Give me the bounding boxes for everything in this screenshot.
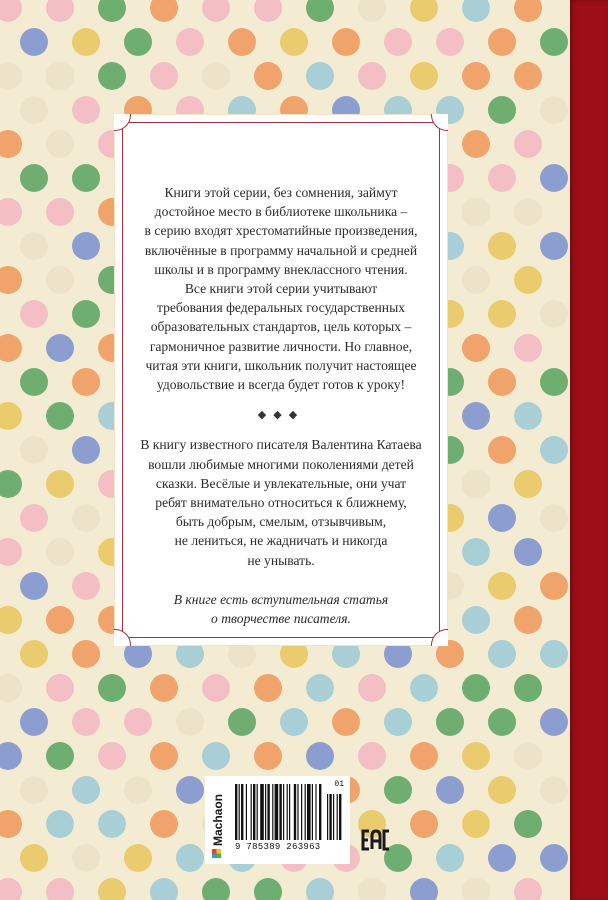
polka-dot (488, 164, 516, 192)
polka-dot (488, 368, 516, 396)
polka-dot (514, 334, 542, 362)
polka-dot (0, 62, 22, 90)
polka-dot (540, 504, 568, 532)
polka-dot (488, 504, 516, 532)
polka-dot (20, 844, 48, 872)
polka-dot (514, 470, 542, 498)
polka-dot (488, 776, 516, 804)
polka-dot (202, 0, 230, 22)
polka-dot (462, 266, 490, 294)
polka-dot (20, 436, 48, 464)
polka-dot (20, 96, 48, 124)
polka-dot (46, 810, 74, 838)
polka-dot (20, 368, 48, 396)
polka-dot (98, 810, 126, 838)
polka-dot (202, 742, 230, 770)
publisher-mark-icon (212, 849, 221, 858)
polka-dot (488, 96, 516, 124)
polka-dot (462, 402, 490, 430)
polka-dot (254, 878, 282, 900)
polka-dot (46, 266, 74, 294)
barcode-addon: 01 (334, 780, 344, 789)
polka-dot (514, 674, 542, 702)
polka-dot (462, 470, 490, 498)
polka-dot (254, 674, 282, 702)
polka-dot (46, 878, 74, 900)
polka-dot (98, 674, 126, 702)
polka-dot (410, 62, 438, 90)
text-line: включённые в программу начальной и средней (144, 242, 418, 258)
polka-dot (540, 164, 568, 192)
text-line: не унывать. (247, 552, 315, 568)
polka-dot (20, 640, 48, 668)
barcode-addon-bar (339, 794, 341, 840)
barcode-bar (241, 784, 243, 840)
eac-certification-mark (361, 828, 391, 852)
polka-dot (20, 232, 48, 260)
barcode-bar (289, 784, 290, 840)
polka-dot (72, 776, 100, 804)
barcode-label (205, 776, 350, 864)
series-description (115, 183, 447, 394)
polka-dot (358, 674, 386, 702)
polka-dot (358, 62, 386, 90)
text-line: ребят внимательно относиться к ближнему, (155, 495, 407, 511)
barcode-bar (246, 784, 247, 840)
text-line: быть добрым, смелым, отзывчивым, (175, 514, 387, 530)
text-line: читая эти книги, школьник получит настоящее (145, 357, 417, 373)
polka-dot (20, 572, 48, 600)
polka-dot (46, 538, 74, 566)
barcode-addon-bar (329, 794, 331, 840)
polka-dot (514, 198, 542, 226)
polka-dot (98, 0, 126, 22)
polka-dot (410, 674, 438, 702)
polka-dot (462, 334, 490, 362)
polka-dot (46, 742, 74, 770)
book-spine-edge (570, 0, 608, 900)
barcode-bar (253, 784, 255, 840)
polka-dot (514, 606, 542, 634)
polka-dot (124, 844, 152, 872)
polka-dot (462, 130, 490, 158)
polka-dot (0, 538, 22, 566)
barcode-bar (235, 784, 237, 840)
polka-dot (72, 368, 100, 396)
polka-dot (488, 436, 516, 464)
polka-dot (72, 436, 100, 464)
polka-dot (410, 0, 438, 22)
polka-dot (150, 878, 178, 900)
barcode-bar (294, 784, 296, 840)
isbn-digits: 9 785389 263963 (235, 842, 321, 852)
text-line: вошли любимые многими поколениями детей (148, 456, 414, 472)
polka-dot (202, 674, 230, 702)
polka-dot (514, 130, 542, 158)
polka-dot (0, 810, 22, 838)
frame-corner (114, 114, 131, 131)
text-line: гармоничное развитие личности. Но главное, (149, 338, 413, 354)
polka-dot (488, 640, 516, 668)
barcode-bar (265, 784, 266, 840)
polka-dot (46, 470, 74, 498)
polka-dot (46, 334, 74, 362)
polka-dot (202, 878, 230, 900)
polka-dot (46, 402, 74, 430)
text-line: достойное место в библиотеке школьника – (154, 204, 408, 220)
polka-dot (72, 708, 100, 736)
text-line: образовательных стандартов, цель которых – (150, 319, 412, 335)
polka-dot (124, 776, 152, 804)
barcode-bar (287, 784, 288, 840)
polka-dot (98, 878, 126, 900)
polka-dot (462, 198, 490, 226)
barcode-bar (260, 784, 264, 840)
polka-dot (72, 844, 100, 872)
polka-dot (462, 538, 490, 566)
polka-dot (0, 0, 22, 22)
polka-dot (488, 844, 516, 872)
polka-dot (462, 810, 490, 838)
polka-dot (462, 674, 490, 702)
polka-dot (202, 62, 230, 90)
polka-dot (46, 0, 74, 22)
polka-dot (176, 28, 204, 56)
text-line: удовольствие и всегда будет готов к уроку! (156, 377, 406, 393)
polka-dot (98, 62, 126, 90)
barcode-bar (275, 784, 279, 840)
barcode-bar (267, 784, 269, 840)
polka-dot (514, 62, 542, 90)
polka-dot (176, 844, 204, 872)
polka-dot (436, 776, 464, 804)
polka-dot (150, 810, 178, 838)
barcode-addon-bar (327, 794, 328, 840)
polka-dot (0, 674, 22, 702)
polka-dot (514, 266, 542, 294)
polka-dot (72, 640, 100, 668)
polka-dot (0, 742, 22, 770)
polka-dot (488, 28, 516, 56)
barcode-bar (251, 784, 252, 840)
polka-dot (306, 62, 334, 90)
barcode-bar (283, 784, 284, 840)
polka-dot (280, 28, 308, 56)
polka-dot (488, 300, 516, 328)
polka-dot (150, 0, 178, 22)
barcode-bar (239, 784, 240, 840)
polka-dot (540, 96, 568, 124)
polka-dot (124, 708, 152, 736)
polka-dot (0, 402, 22, 430)
polka-dot (540, 844, 568, 872)
polka-dot (176, 708, 204, 736)
polka-dot (72, 300, 100, 328)
polka-dot (46, 130, 74, 158)
polka-dot (20, 164, 48, 192)
barcode-bar (297, 784, 298, 840)
polka-dot (540, 300, 568, 328)
barcode-addon-bar (337, 794, 338, 840)
polka-dot (98, 742, 126, 770)
polka-dot (410, 810, 438, 838)
polka-dot (306, 0, 334, 22)
polka-dot (280, 708, 308, 736)
barcode-addon-bar (333, 794, 334, 840)
polka-dot (462, 0, 490, 22)
polka-dot (254, 742, 282, 770)
publisher-name: Machaon (211, 793, 226, 847)
polka-dot (358, 0, 386, 22)
barcode-bar (272, 784, 273, 840)
polka-dot (150, 62, 178, 90)
polka-dot (306, 674, 334, 702)
barcode-bar (315, 784, 316, 840)
frame-corner (114, 629, 131, 646)
polka-dot (150, 742, 178, 770)
polka-dot (72, 164, 100, 192)
polka-dot (228, 708, 256, 736)
polka-dot (410, 742, 438, 770)
polka-dot (540, 640, 568, 668)
polka-dot (0, 266, 22, 294)
polka-dot (228, 28, 256, 56)
polka-dot (540, 28, 568, 56)
polka-dot (514, 538, 542, 566)
polka-dot (176, 776, 204, 804)
text-line: в серию входят хрестоматийные произведения, (144, 223, 418, 239)
polka-dot (72, 28, 100, 56)
polka-dot (436, 708, 464, 736)
polka-dot (150, 674, 178, 702)
polka-dot (540, 708, 568, 736)
polka-dot (462, 606, 490, 634)
polka-dot (540, 776, 568, 804)
annotation-card (115, 115, 447, 645)
polka-dot (0, 878, 22, 900)
polka-dot (20, 28, 48, 56)
polka-dot (332, 28, 360, 56)
text-line: сказки. Весёлые и увлекательные, они учат (155, 475, 407, 491)
polka-dot (514, 810, 542, 838)
polka-dot (462, 878, 490, 900)
polka-dot (0, 470, 22, 498)
text-line: В книгу известного писателя Валентина Катаева (140, 437, 422, 453)
polka-dot (488, 572, 516, 600)
polka-dot (358, 742, 386, 770)
polka-dot (540, 232, 568, 260)
intro-article-note (115, 590, 447, 628)
polka-dot (462, 62, 490, 90)
polka-dot (358, 878, 386, 900)
polka-dot (72, 96, 100, 124)
polka-dot (306, 878, 334, 900)
annotation-text (115, 183, 447, 628)
polka-dot (514, 0, 542, 22)
polka-dot (72, 572, 100, 600)
polka-dot (436, 844, 464, 872)
polka-dot (514, 402, 542, 430)
polka-dot (462, 742, 490, 770)
polka-dot (488, 232, 516, 260)
frame-corner (431, 114, 448, 131)
barcode-bar (305, 784, 306, 840)
diamond-separator: ◆◆◆ (257, 409, 305, 422)
text-line: школы и в программу внеклассного чтения. (154, 261, 408, 277)
polka-dot (46, 62, 74, 90)
text-line: не лениться, не жадничать и никогда (174, 533, 388, 549)
polka-dot (384, 708, 412, 736)
polka-dot (20, 708, 48, 736)
barcode-bar (257, 784, 258, 840)
isbn-barcode (235, 784, 343, 842)
text-line: требования федеральных государственных (156, 300, 405, 316)
polka-dot (514, 742, 542, 770)
polka-dot (254, 62, 282, 90)
book-description (115, 435, 447, 569)
frame-corner (431, 629, 448, 646)
publisher-logo (207, 780, 229, 860)
text-line: о творчестве писателя. (211, 611, 351, 627)
polka-dot (46, 674, 74, 702)
polka-dot (540, 572, 568, 600)
polka-dot (20, 300, 48, 328)
polka-dot (410, 878, 438, 900)
polka-dot (306, 742, 334, 770)
polka-dot (20, 776, 48, 804)
polka-dot (0, 334, 22, 362)
polka-dot (384, 28, 412, 56)
polka-dot (0, 130, 22, 158)
polka-dot (514, 878, 542, 900)
polka-dot (72, 232, 100, 260)
barcode-bar (312, 784, 313, 840)
barcode-bar (279, 784, 281, 840)
polka-dot (332, 708, 360, 736)
polka-dot (384, 776, 412, 804)
polka-dot (540, 368, 568, 396)
text-line: В книге есть вступительная статья (173, 591, 389, 607)
polka-dot (436, 28, 464, 56)
polka-dot (0, 606, 22, 634)
text-line: Все книги этой серии учитывают (184, 281, 378, 297)
barcode-bar (307, 784, 311, 840)
polka-dot (124, 28, 152, 56)
barcode-bar (301, 784, 302, 840)
polka-dot (72, 504, 100, 532)
barcode-bar (319, 784, 321, 840)
polka-dot (254, 0, 282, 22)
polka-dot (488, 708, 516, 736)
text-line: Книги этой серии, без сомнения, займут (164, 185, 398, 200)
polka-dot (20, 504, 48, 532)
polka-dot (0, 198, 22, 226)
polka-dot (46, 198, 74, 226)
polka-dot (540, 436, 568, 464)
polka-dot (46, 606, 74, 634)
